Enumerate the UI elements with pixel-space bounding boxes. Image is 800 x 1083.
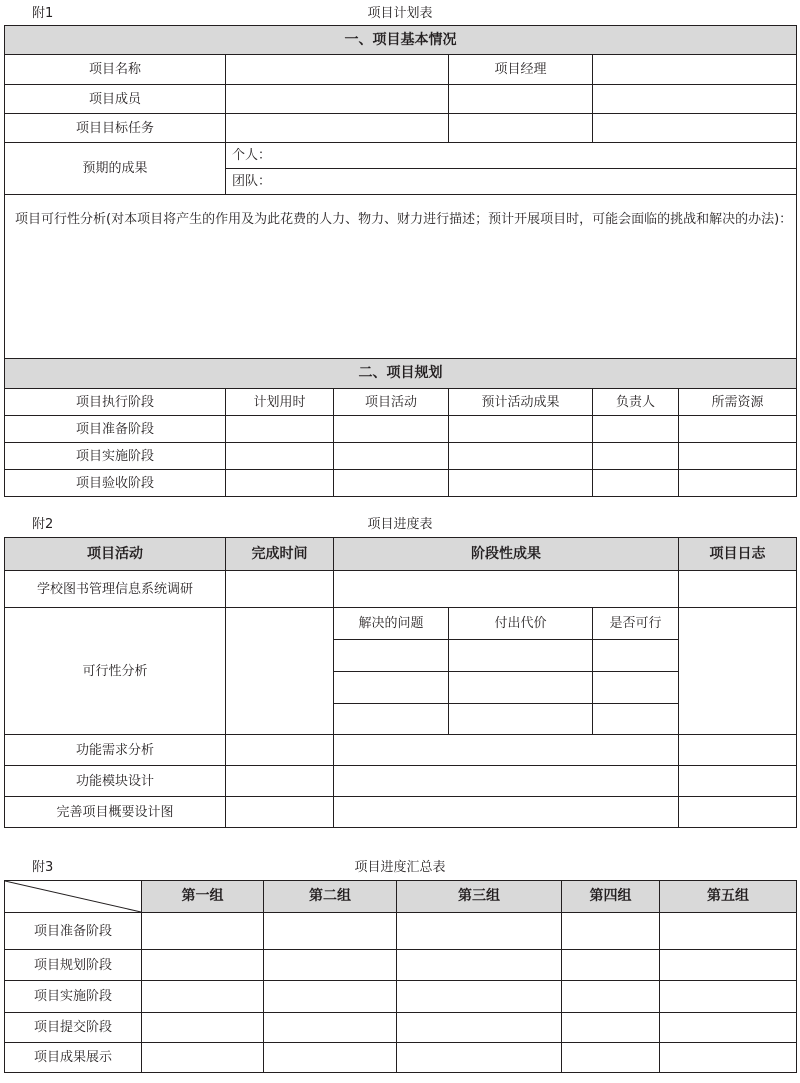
feasibility-cell[interactable] [449,704,593,735]
plan-cell[interactable] [449,443,593,470]
feasibility-cell[interactable] [334,640,449,672]
summary-cell[interactable] [397,950,562,981]
group-header-2: 第二组 [264,881,397,913]
group-header-4: 第四组 [562,881,660,913]
plan-header-owner: 负责人 [593,389,679,416]
progress-summary-table [4,880,797,1073]
summary-cell[interactable] [562,950,660,981]
progress-cell[interactable] [334,766,679,797]
sub-header-feasible: 是否可行 [593,608,679,640]
plan-row-label: 项目准备阶段 [5,416,226,443]
plan-cell[interactable] [226,416,334,443]
project-manager-cell[interactable] [593,55,797,85]
progress-cell[interactable] [334,797,679,828]
activity-feasibility: 可行性分析 [5,608,226,735]
stage-label: 项目规划阶段 [5,950,142,981]
progress-header-log: 项目日志 [679,538,797,571]
summary-cell[interactable] [660,913,797,950]
sub-header-cost: 付出代价 [449,608,593,640]
feasibility-analysis-cell[interactable]: 项目可行性分析(对本项目将产生的作用及为此花费的人力、物力、财力进行描述；预计开展项目时，可能会面临的挑战和解决的办法)： [5,195,797,359]
plan-cell[interactable] [593,416,679,443]
plan-cell[interactable] [449,416,593,443]
plan-cell[interactable] [226,470,334,497]
row-label-project-goal: 项目目标任务 [5,114,226,143]
progress-cell[interactable] [334,735,679,766]
row-label-project-members: 项目成员 [5,85,226,114]
plan-row-label: 项目实施阶段 [5,443,226,470]
appendix3-label: 附3 [32,860,54,875]
summary-cell[interactable] [660,1043,797,1073]
row-label-project-manager: 项目经理 [449,55,593,85]
appendix3-title: 项目进度汇总表 [354,860,446,875]
project-plan-table [4,25,797,497]
summary-cell[interactable] [264,1013,397,1043]
progress-cell[interactable] [679,735,797,766]
feasibility-cell[interactable] [449,672,593,704]
goal-cell-2[interactable] [449,114,593,143]
goal-cell-1[interactable] [226,114,449,143]
project-progress-table [4,537,797,828]
summary-cell[interactable] [142,1013,264,1043]
progress-header-completion: 完成时间 [226,538,334,571]
summary-cell[interactable] [397,913,562,950]
stage-label: 项目成果展示 [5,1043,142,1073]
activity-overview-design: 完善项目概要设计图 [5,797,226,828]
progress-cell[interactable] [679,608,797,735]
diagonal-header-cell [5,881,142,913]
section2-header: 二、项目规划 [5,359,797,389]
stage-label: 项目提交阶段 [5,1013,142,1043]
activity-requirements: 功能需求分析 [5,735,226,766]
summary-cell[interactable] [562,1013,660,1043]
plan-cell[interactable] [679,416,797,443]
progress-cell[interactable] [226,797,334,828]
summary-cell[interactable] [397,1043,562,1073]
plan-header-stage: 项目执行阶段 [5,389,226,416]
summary-cell[interactable] [264,981,397,1013]
summary-cell[interactable] [562,1043,660,1073]
progress-cell[interactable] [226,766,334,797]
feasibility-cell[interactable] [593,704,679,735]
plan-row-label: 项目验收阶段 [5,470,226,497]
row-label-expected-outcome: 预期的成果 [5,143,226,195]
plan-cell[interactable] [679,470,797,497]
progress-header-activity: 项目活动 [5,538,226,571]
summary-cell[interactable] [142,913,264,950]
summary-cell[interactable] [660,950,797,981]
summary-cell[interactable] [142,950,264,981]
plan-header-outcome: 预计活动成果 [449,389,593,416]
progress-cell[interactable] [679,766,797,797]
feasibility-cell[interactable] [593,640,679,672]
appendix2-title: 项目进度表 [367,517,433,532]
activity-module-design: 功能模块设计 [5,766,226,797]
summary-cell[interactable] [562,913,660,950]
outcome-individual-cell[interactable]: 个人： [226,143,797,169]
members-cell-1[interactable] [226,85,449,114]
summary-cell[interactable] [562,981,660,1013]
stage-label: 项目准备阶段 [5,913,142,950]
outcome-team-cell[interactable]: 团队： [226,169,797,195]
plan-cell[interactable] [226,443,334,470]
group-header-5: 第五组 [660,881,797,913]
group-header-1: 第一组 [142,881,264,913]
plan-cell[interactable] [334,416,449,443]
summary-cell[interactable] [264,1043,397,1073]
row-label-project-name: 项目名称 [5,55,226,85]
summary-cell[interactable] [264,950,397,981]
progress-cell[interactable] [679,797,797,828]
summary-cell[interactable] [397,981,562,1013]
plan-cell[interactable] [449,470,593,497]
progress-cell[interactable] [226,608,334,735]
feasibility-cell[interactable] [334,704,449,735]
section1-header: 一、项目基本情况 [5,26,797,55]
plan-header-activity: 项目活动 [334,389,449,416]
group-header-3: 第三组 [397,881,562,913]
members-cell-3[interactable] [593,85,797,114]
feasibility-cell[interactable] [449,640,593,672]
appendix2-label: 附2 [32,517,54,532]
summary-cell[interactable] [660,1013,797,1043]
plan-cell[interactable] [593,443,679,470]
appendix1-title: 项目计划表 [367,6,433,21]
progress-cell[interactable] [226,571,334,608]
plan-cell[interactable] [593,470,679,497]
summary-cell[interactable] [660,981,797,1013]
plan-header-resources: 所需资源 [679,389,797,416]
summary-cell[interactable] [142,1043,264,1073]
stage-label: 项目实施阶段 [5,981,142,1013]
progress-cell[interactable] [679,571,797,608]
feasibility-cell[interactable] [334,672,449,704]
summary-cell[interactable] [142,981,264,1013]
diagonal-line [5,881,141,912]
plan-cell[interactable] [334,443,449,470]
summary-cell[interactable] [397,1013,562,1043]
plan-cell[interactable] [334,470,449,497]
summary-cell[interactable] [264,913,397,950]
progress-cell[interactable] [226,735,334,766]
sub-header-problem: 解决的问题 [334,608,449,640]
members-cell-2[interactable] [449,85,593,114]
plan-header-time: 计划用时 [226,389,334,416]
goal-cell-3[interactable] [593,114,797,143]
activity-research: 学校图书管理信息系统调研 [5,571,226,608]
feasibility-cell[interactable] [593,672,679,704]
project-name-cell[interactable] [226,55,449,85]
plan-cell[interactable] [679,443,797,470]
progress-cell[interactable] [334,571,679,608]
progress-header-milestone: 阶段性成果 [334,538,679,571]
appendix1-label: 附1 [32,6,54,21]
